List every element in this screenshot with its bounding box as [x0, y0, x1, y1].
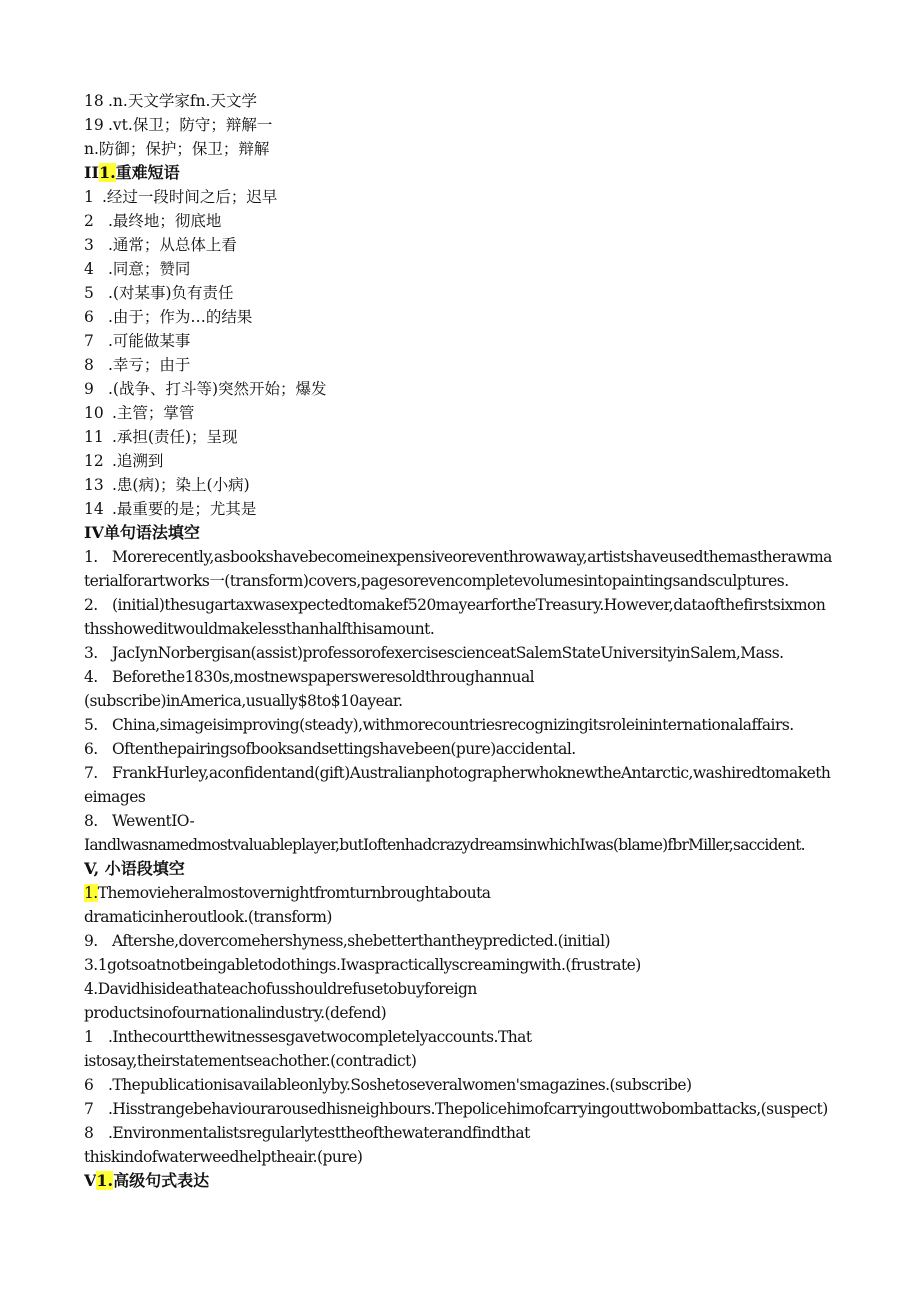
fill-item: 3.1gotsoatnotbeingabletodothings.Iwaspracticallyscreamingwith.(frustrate): [84, 956, 641, 974]
phrase-item: 13 .患(病)；染上(小病): [84, 476, 250, 494]
fill-item-cont: thiskindofwaterweedhelptheair.(pure): [84, 1148, 363, 1166]
phrase-item: 12 .追溯到: [84, 452, 164, 470]
vocab-line: 18 .n.天文学家fn.天文学: [84, 92, 257, 110]
grammar-item: 5. China,simageisimproving(steady),withmorecountriesrecognizingitsroleininternationalaffairs.: [84, 716, 794, 734]
grammar-item-cont: eimages: [84, 788, 146, 806]
grammar-item: 6. Oftenthepairingsofbooksandsettingshavebeen(pure)accidental.: [84, 740, 576, 758]
fill-item: 1.Themovieheralmostovernightfromturnbroughtabouta: [84, 884, 491, 902]
phrase-item: 8 .幸亏；由于: [84, 356, 191, 374]
phrase-item: 3 .通常；从总体上看: [84, 236, 237, 254]
fill-item-cont: istosay,theirstatementseachother.(contradict): [84, 1052, 417, 1070]
vocab-line: n.防御；保护；保卫；辩解: [84, 140, 270, 158]
grammar-item-cont: (subscribe)inAmerica,usually$8to$10ayear.: [84, 692, 403, 710]
fill-item-cont: productsinofournationalindustry.(defend): [84, 1004, 387, 1022]
section-heading-passage: V, 小语段填空: [84, 859, 185, 878]
phrase-item: 7 .可能做某事: [84, 332, 191, 350]
grammar-item: 8. WewentIO-: [84, 812, 195, 830]
grammar-item-cont: thsshowedit​wouldmakelessthanhalfthisamount.: [84, 620, 435, 638]
fill-item-cont: dramaticinheroutlook.(transform): [84, 908, 332, 926]
fill-item: 7 .Hisstrangebehaviourarousedhisneighbours.Thepolicehimofcarryingouttwobombattacks,(suspect): [84, 1100, 828, 1118]
section-heading-grammar: IV单句语法填空: [84, 523, 200, 542]
fill-item: 9. Aftershe,dovercomehershyness,shebetterthantheypredicted.(initial): [84, 932, 610, 950]
phrase-item: 14 .最重要的是；尤其是: [84, 500, 257, 518]
fill-item: 1 .Inthecourtthewitnessesgavetwocompletelyaccounts.That: [84, 1028, 532, 1046]
section-heading-sentences: V1.高级句式表达: [84, 1171, 210, 1190]
grammar-item: 2. (initial)thesugartaxwasexpectedtomakef520mayearfortheTreasury.However,dataofthefirstsixmon: [84, 596, 826, 614]
phrase-item: 5 .(对某事)负有责任: [84, 284, 234, 302]
phrase-item: 6 .由于；作为…的结果: [84, 308, 253, 326]
phrase-item: 9 .(战争、打斗等)突然开始；爆发: [84, 380, 327, 398]
grammar-item-cont: terialforartworks一(transform)covers,pagesorevencompletevolumesintopaintingsandsculptures.: [84, 572, 789, 590]
phrase-item: 2 .最终地；彻底地: [84, 212, 222, 230]
phrase-item: 10 .主管；掌管: [84, 404, 195, 422]
grammar-item: 3. JacIynNorbergisan(assist)professorofexercisescienceatSalemStateUniversityinSalem,Mass.: [84, 644, 784, 662]
grammar-item: 4. Beforethe1830s,mostnewspaperswereso​ldthroughannual: [84, 668, 535, 686]
phrase-item: 4 .同意；赞同: [84, 260, 191, 278]
grammar-item: 1. Morerecently,asbookshavebecomeinexpensiveoreventhrowaway,artistshaveusedthemastherawma: [84, 548, 832, 566]
vocab-line: 19 .vt.保卫；防守；辩解一: [84, 116, 273, 134]
grammar-item-cont: Iandlwasnamedmostvaluableplayer,butIoftenhadcrazydreamsinwhichIwas(blame)fbrMiller,saccident.: [84, 836, 805, 854]
fill-item: 6 .Thepublicationisavailableonlyby.Soshetoseveralwomen'smagazines.(subscribe): [84, 1076, 692, 1094]
section-heading-phrases: II1.重难短语: [84, 163, 180, 182]
grammar-item: 7. FrankHurley,aconfidentand(gift)AustralianphotographerwhoknewtheAntarctic,washiredtomaketh: [84, 764, 831, 782]
phrase-item: 1 .经过一段时间之后；迟早: [84, 188, 278, 206]
fill-item: 8 .Environmentalistsregularlytesttheofthewaterandfindthat: [84, 1124, 530, 1142]
phrase-item: 11 .承担(责任)；呈现: [84, 428, 238, 446]
fill-item: 4.Davidhisideathateachofusshouldrefusetobuyforeign: [84, 980, 477, 998]
